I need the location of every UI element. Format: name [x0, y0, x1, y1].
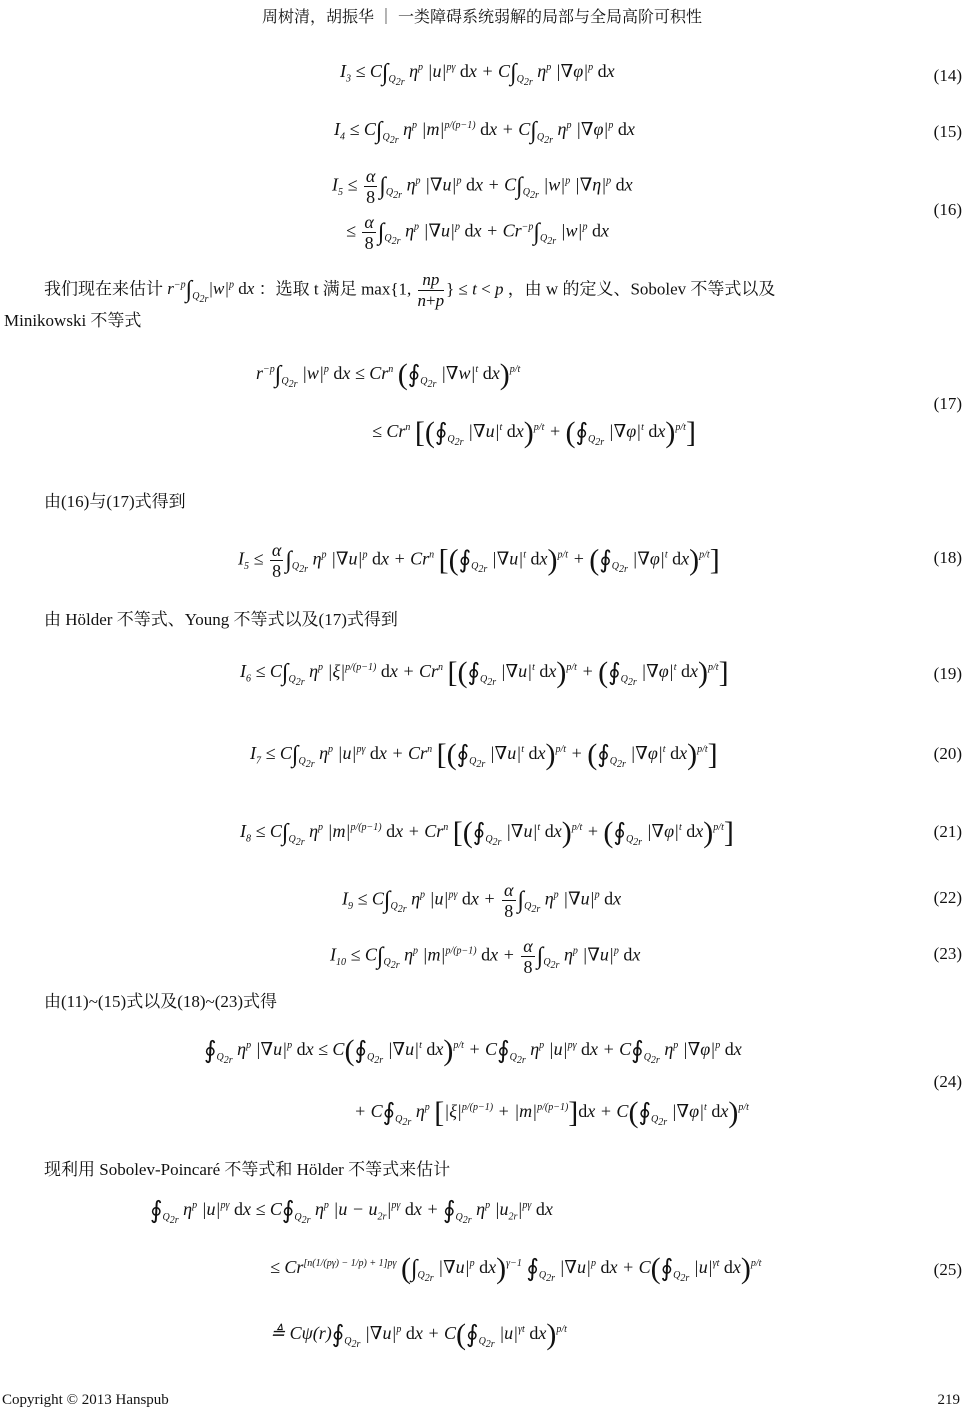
footer-page-number: 219 — [937, 1392, 960, 1408]
equation-19: $I_6 \le C\int_{Q_{2r}}$ $\eta^p$ $|\xi|^{p/(p-1)}$ dx + $Cr^n$ [($∮_{Q_{2r}}$ $|\nabla u|^t$ $dx)^{p/t} + (∮_{Q_{2r}}$ $|\nabla\varphi|^t$ dx)$^{p/t}$] — [240, 656, 729, 689]
paragraph-from-16-17: 由(16)与(17)式得到 — [44, 492, 186, 511]
equation-16-line2: ≤ $\frac{\alpha}{8}$ $\int_{Q_{2r}}$ $\eta^p$ $|\nabla u|^p$ dx + $Cr^{-p}\int_{Q_{2r}}$ $|w|^p$ dx — [346, 212, 609, 253]
equation-25-line2: ≤ $Cr^{[n(1/(p\gamma) - 1/p) + 1]p\gamma}$ ($\int_{Q_{2r}}$ $|\nabla u|^p$ dx)$^{\gamma-1}$ $∮_{Q_{2r}}$ $|\nabla u|^p$ dx + $C(∮_{Q_{2r}}$ $|u|^{\gamma t}$ dx)$^{p/t}$ — [270, 1252, 762, 1285]
footer-copyright: Copyright © 2013 Hanspub — [2, 1392, 169, 1408]
eq-number-21: (21) — [933, 822, 962, 841]
equation-18: $I_5$ ≤ $\frac{\alpha}{8}$ $\int_{Q_{2r}}$ $\eta^p$ $|\nabla u|^p$ dx + $Cr^n$ [($∮_{Q_{2r}}$ $|\nabla u|^t$ $dx)^{p/t} + (∮_{Q_{2r}}$ $|\nabla\varphi|^t$ dx)$^{p/t}$] — [238, 540, 720, 581]
eq-number-15: (15) — [933, 122, 962, 141]
para1-text-c: ，由 w 的定义、Sobolev 不等式以及 — [507, 279, 776, 299]
eq-number-16: (16) — [933, 200, 962, 219]
paragraph-estimate: 我们现在来估计 $r^{-p}\int_{Q_{2r}}|w|^p$ dx ：选取 t 满足 max{1, $\frac{np}{n+p}$ } ≤ t < p ，由 w 的定义、Sobolev 不等式以及 — [44, 270, 776, 310]
paragraph-combine: 由(11)~(15)式以及(18)~(23)式得 — [44, 992, 278, 1011]
para1-text-d: Minikowski 不等式 — [4, 311, 142, 330]
equation-14: $I_3 \le C\int_{Q_{2r}}$ $\eta^p$ $|u|^{p\gamma}$ dx + $C\int_{Q_{2r}}$ $\eta^p$ $|\nabla\varphi|^p$ dx — [340, 60, 615, 88]
equation-22: $I_9 \le C\int_{Q_{2r}}$ $\eta^p$ $|u|^{p\gamma}$ dx + $\frac{\alpha}{8}$ $\int_{Q_{2r}}$ $\eta^p$ $|\nabla u|^p$ dx — [342, 880, 622, 921]
equation-25-line3: ≜ $C\psi(r)∮_{Q_{2r}}$ $|\nabla u|^p$ dx + $C(∮_{Q_{2r}}$ $|u|^{\gamma t}$ dx)$^{p/t}$ — [270, 1318, 567, 1351]
equation-16-line1: $I_5$ ≤ $\frac{\alpha}{8}$ $\int_{Q_{2r}}$ $\eta^p$ $|\nabla u|^p$ dx + $C\int_{Q_{2r}}$ $|w|^p$ $|\nabla\eta|^p$ dx — [332, 166, 633, 207]
equation-21: $I_8 \le C\int_{Q_{2r}}$ $\eta^p$ $|m|^{p/(p-1)}$ dx + $Cr^n$ [($∮_{Q_{2r}}$ $|\nabla u|^t$ $dx)^{p/t} + (∮_{Q_{2r}}$ $|\nabla\varphi|^t$ dx)$^{p/t}$] — [240, 816, 734, 849]
equation-17-line2: ≤ $Cr^n$ [($∮_{Q_{2r}}$ $|\nabla u|^t$ $dx)^{p/t} + (∮_{Q_{2r}}$ $|\nabla\varphi|^t$ dx)$^{p/t}$] — [372, 416, 696, 449]
eq-number-19: (19) — [933, 664, 962, 683]
equation-24-line2: + $C∮_{Q_{2r}}$ $\eta^p$ $[|\xi|^{p/(p-1)} + |m|^{p/(p-1)}]dx$ + $C(∮_{Q_{2r}}$ $|\nabla\varphi|^t$ dx)$^{p/t}$ — [354, 1096, 749, 1129]
equation-17-line1: $r^{-p}\int_{Q_{2r}}$ $|w|^p$ dx ≤ $Cr^n$ ($∮_{Q_{2r}}$ $|\nabla w|^t$ dx)$^{p/t}$ — [256, 358, 521, 391]
eq-number-18: (18) — [933, 548, 962, 567]
eq-number-22: (22) — [933, 888, 962, 907]
eq-number-25: (25) — [933, 1260, 962, 1279]
equation-15: $I_4 \le C\int_{Q_{2r}}$ $\eta^p$ $|m|^{p/(p-1)}$ dx + $C\int_{Q_{2r}}$ $\eta^p$ $|\nabla\varphi|^p$ dx — [334, 118, 635, 146]
eq-number-14: (14) — [933, 66, 962, 85]
equation-23: $I_{10} \le C\int_{Q_{2r}}$ $\eta^p$ $|m|^{p/(p-1)}$ dx + $\frac{\alpha}{8}$ $\int_{Q_{2r}}$ $\eta^p$ $|\nabla u|^p$ dx — [330, 936, 641, 977]
paragraph-holder-young: 由 Hölder 不等式、Young 不等式以及(17)式得到 — [44, 610, 398, 629]
equation-24-line1: $∮_{Q_{2r}}$ $\eta^p$ $|\nabla u|^p$ dx ≤ $C(∮_{Q_{2r}}$ $|\nabla u|^t$ $dx)^{p/t} + C∮_{Q_{2r}}$ $\eta^p$ $|u|^{p\gamma}$ dx + $C∮_{Q_{2r}}$ $\eta^p$ $|\nabla\varphi|^p$ dx — [204, 1034, 742, 1067]
eq-number-23: (23) — [933, 944, 962, 963]
paragraph-sobolev-poincare: 现利用 Sobolev-Poincaré 不等式和 Hölder 不等式来估计 — [44, 1160, 451, 1179]
para1-text-a: 我们现在来估计 — [44, 279, 163, 299]
equation-20: $I_7 \le C\int_{Q_{2r}}$ $\eta^p$ $|u|^{p\gamma}$ dx + $Cr^n$ [($∮_{Q_{2r}}$ $|\nabla u|^t$ $dx)^{p/t} + (∮_{Q_{2r}}$ $|\nabla\varphi|^t$ dx)$^{p/t}$] — [250, 738, 718, 771]
para1-text-b: ：选取 t 满足 — [258, 279, 357, 299]
eq-number-17: (17) — [933, 394, 962, 413]
equation-25-line1: $∮_{Q_{2r}}$ $\eta^p$ $|u|^{p\gamma}$ dx ≤ $C∮_{Q_{2r}}$ $\eta^p$ $|u - u_{2r}|^{p\gamma}$ dx + $∮_{Q_{2r}}$ $\eta^p$ $|u_{2r}|^{p\gamma}$ dx — [150, 1198, 553, 1226]
eq-number-20: (20) — [933, 744, 962, 763]
eq-number-24: (24) — [933, 1072, 962, 1091]
page-header: 周树清，胡振华 ｜ 一类障碍系统弱解的局部与全局高阶可积性 — [261, 9, 702, 26]
